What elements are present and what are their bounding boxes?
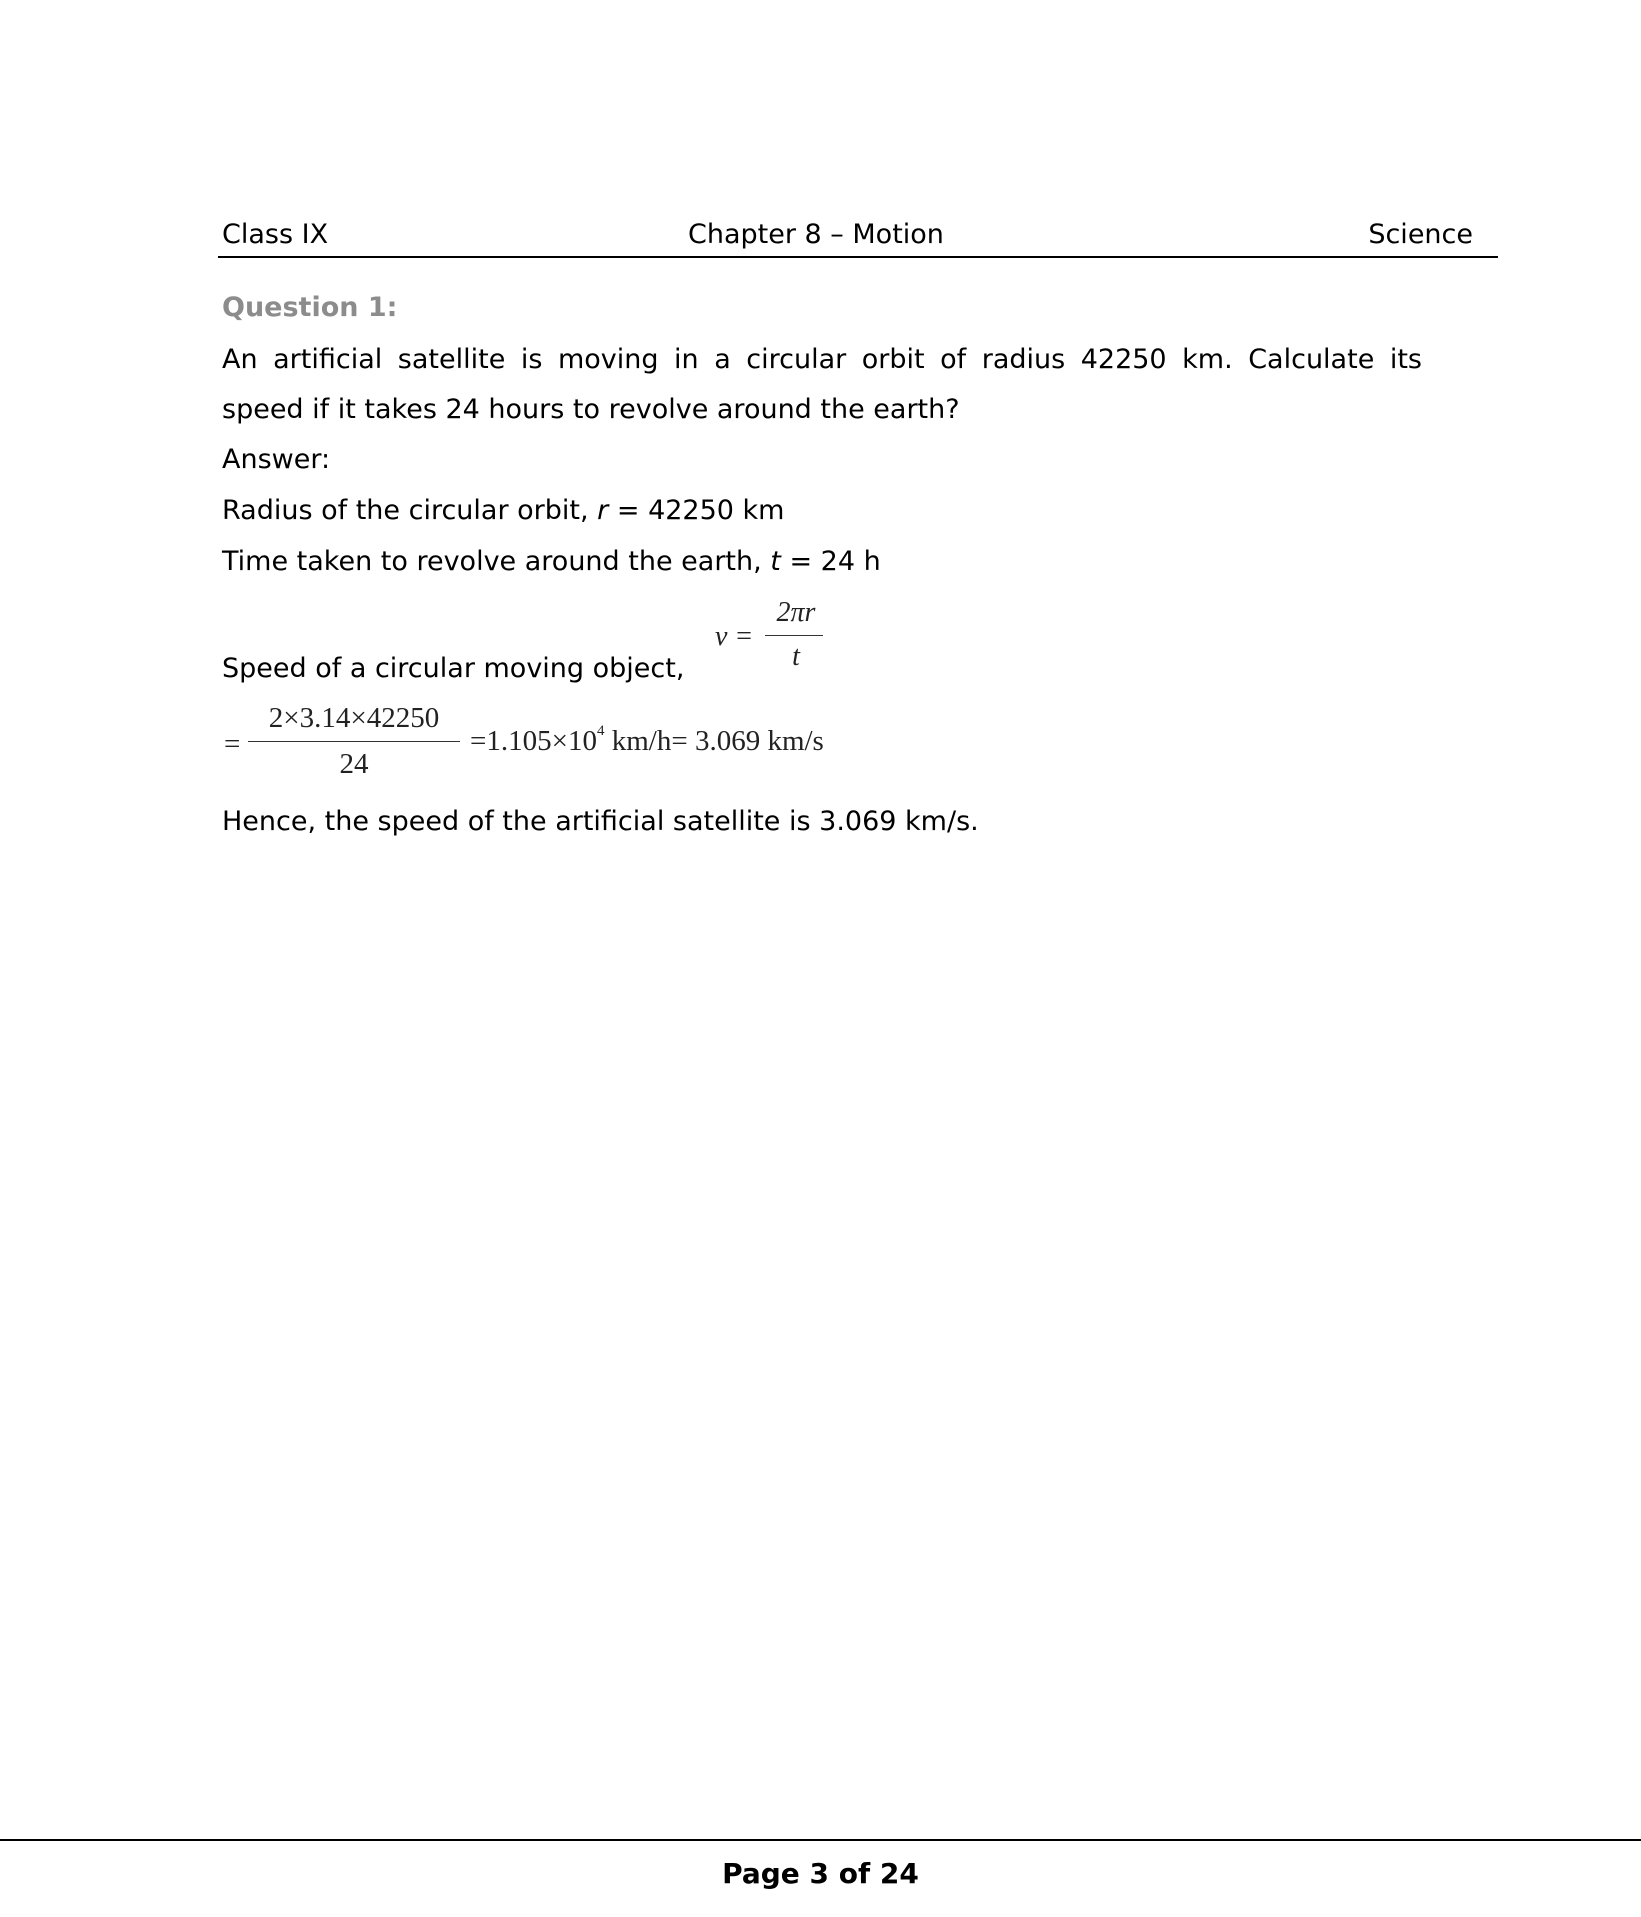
fraction-bar	[765, 635, 823, 636]
conclusion-text: Hence, the speed of the artificial satellite is 3.069 km/s.	[222, 806, 979, 837]
time-variable: t	[770, 546, 781, 577]
formula-numerator: 2πr	[776, 597, 816, 628]
question-text-line1: An artificial satellite is moving in a circular orbit of radius 42250 km. Calculate its	[222, 344, 1422, 375]
calc-exponent: 4	[596, 723, 605, 740]
calc-equals: =	[224, 728, 241, 760]
speed-label: Speed of a circular moving object,	[222, 653, 685, 684]
time-value: = 24 h	[780, 546, 881, 577]
radius-line	[222, 493, 784, 529]
calc-numerator: 2×3.14×42250	[268, 702, 440, 734]
header-chapter: Chapter 8 – Motion	[688, 219, 944, 250]
header-subject: Science	[1368, 219, 1473, 250]
footer-rule	[0, 1839, 1641, 1841]
calc-result	[470, 725, 824, 758]
radius-variable: r	[597, 495, 609, 526]
calc-result-suffix: km/h= 3.069 km/s	[604, 725, 824, 757]
calc-denominator: 24	[339, 748, 369, 780]
formula-lhs: v =	[715, 621, 754, 652]
page-number: Page 3 of 24	[722, 1857, 919, 1890]
time-line	[222, 544, 881, 580]
formula-denominator: t	[792, 641, 800, 672]
question-text-line2: speed if it takes 24 hours to revolve around the earth?	[222, 394, 960, 425]
answer-label: Answer:	[222, 444, 331, 475]
time-prefix: Time taken to revolve around the earth,	[222, 546, 771, 577]
question-title: Question 1:	[222, 292, 398, 323]
radius-prefix: Radius of the circular orbit,	[222, 495, 598, 526]
calc-fraction-bar	[248, 741, 460, 742]
speed-formula	[715, 597, 835, 687]
radius-value: = 42250 km	[608, 495, 785, 526]
header-class: Class IX	[222, 219, 329, 250]
calculation-formula	[224, 702, 944, 792]
page-header	[218, 216, 1498, 258]
calc-result-prefix: =1.105×10	[470, 725, 597, 757]
